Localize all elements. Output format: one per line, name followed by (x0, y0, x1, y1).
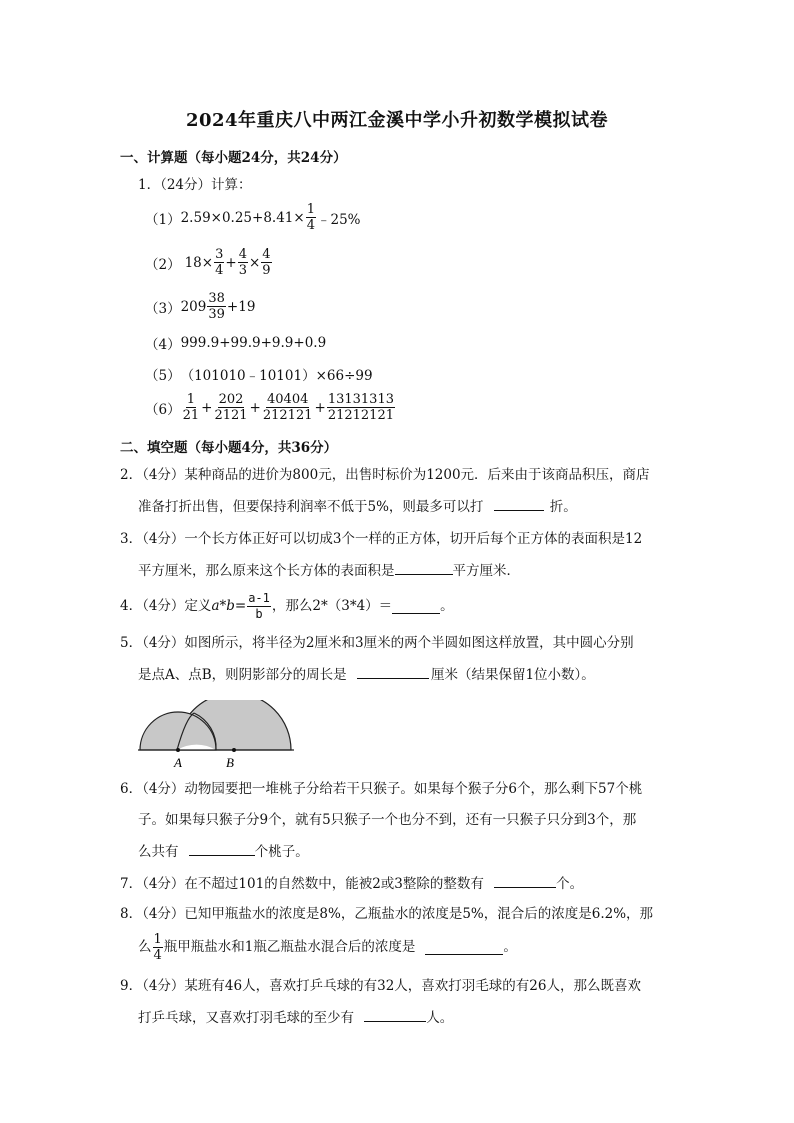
q6-line3-text: 么共有 (138, 844, 179, 860)
q3-line2-end: 平方厘米． (452, 563, 520, 579)
q3-line1: 3．（4分）一个长方体正好可以切成3个一样的正方体，切开后每个正方体的表面积是12 (120, 531, 643, 547)
q4-frac-den: b (255, 606, 263, 621)
q1-sub6-frac3-den: 212121 (262, 408, 313, 423)
q4-text-end: 。 (440, 598, 454, 614)
q8-line2-text: 瓶甲瓶盐水和1瓶乙瓶盐水混合后的浓度是 (163, 939, 416, 955)
q9-line2-end: 人。 (426, 1010, 454, 1026)
q1-sub6-label: （6） (145, 401, 181, 418)
q1-sub2-frac3 (261, 247, 271, 278)
q1-sub1-frac-den: 4 (306, 218, 315, 233)
q6-line1: 6．（4分）动物园要把一堆桃子分给若干只猴子。如果每个猴子分6个，那么剩下57个桃 (120, 781, 643, 797)
q6-line3 (138, 841, 698, 862)
q1-sub5 (145, 364, 373, 384)
q1-sub6-plus2: + (249, 399, 261, 416)
label-a: A (174, 755, 182, 770)
q8-line2-end: 。 (503, 939, 517, 955)
q1-sub2-frac3-den: 9 (262, 263, 271, 278)
q6-line3-end: 个桃子。 (254, 844, 309, 860)
q4-fraction (247, 591, 271, 622)
q8-frac-num: 1 (153, 931, 162, 947)
q2-line2 (138, 496, 698, 517)
q1-sub6-frac4-den: 21212121 (327, 408, 394, 423)
q1-sub4-label: （4） (145, 337, 181, 353)
q1-sub3-fraction (207, 291, 226, 322)
q2-answer-blank[interactable] (494, 496, 544, 511)
semicircle-figure (138, 700, 298, 776)
q8-answer-blank[interactable] (425, 940, 503, 955)
q1-sub1-frac-num: 1 (306, 202, 315, 217)
point-a (176, 748, 180, 752)
q6-line2: 子。如果每只猴子分9个，就有5只猴子一个也分不到，还有一只猴子只分到3个，那 (138, 812, 637, 828)
q1-sub2-frac1 (214, 247, 224, 278)
q1-sub6-plus1: + (201, 399, 213, 416)
page-title: 2024年重庆八中两江金溪中学小升初数学模拟试卷 (185, 110, 609, 131)
q4-text-pre: 4．（4分）定义 (120, 598, 212, 614)
q1-sub2-frac2-num: 4 (238, 247, 247, 262)
q1-sub6-frac1-num: 1 (186, 392, 195, 407)
q4-answer-blank[interactable] (392, 599, 440, 614)
q7-answer-blank[interactable] (494, 873, 556, 888)
q8-line2-pre: 么 (138, 939, 152, 955)
q5-line2-end: 厘米（结果保留1位小数）。 (430, 667, 595, 683)
q1-sub6-frac4 (327, 392, 395, 423)
q8-frac-den: 4 (153, 947, 162, 963)
q2-line2-text: 准备打折出售，但要保持利润率不低于5%，则最多可以打 (138, 499, 484, 515)
q9-line1: 9．（4分）某班有46人，喜欢打乒乓球的有32人，喜欢打羽毛球的有26人，那么既喜欢 (120, 978, 641, 994)
q1-sub2-op2: × (248, 254, 261, 271)
q4-equals: = (234, 598, 247, 614)
q1-sub3 (145, 291, 255, 322)
q1-sub6-frac2-den: 2121 (214, 408, 248, 423)
q1-sub2-frac2 (238, 247, 248, 278)
label-b: B (226, 755, 234, 770)
q1-sub6-frac3-num: 40404 (267, 392, 309, 407)
q1-sub6 (145, 392, 396, 423)
q4-frac-num: a-1 (248, 590, 270, 605)
q1-head: 1．（24分）计算： (138, 177, 252, 193)
q2-line2-end: 折。 (549, 499, 577, 515)
q3-line2 (138, 560, 698, 581)
q4-text-post: ，那么2*（3*4）＝ (271, 598, 393, 614)
q1-sub1-post: ﹣25% (317, 211, 361, 228)
q7-text: 7．（4分）在不超过101的自然数中，能被2或3整除的整数有 (120, 876, 484, 892)
q1-sub6-plus3: + (314, 399, 326, 416)
q2-line1: 2．（4分）某种商品的进价为800元，出售时标价为1200元．后来由于该商品积压，商店 (120, 467, 650, 483)
q1-sub5-expr: （101010﹣10101）×66÷99 (180, 368, 373, 384)
q1-sub1 (145, 202, 361, 233)
q1-sub3-frac-num: 38 (208, 291, 225, 306)
q1-sub3-post: +19 (226, 298, 256, 315)
q1-sub3-pre: 209 (180, 298, 207, 315)
q5-line1: 5．（4分）如图所示，将半径为2厘米和3厘米的两个半圆如图这样放置，其中圆心分别 (120, 635, 634, 651)
q1-sub3-frac-den: 39 (208, 307, 225, 322)
q7-line (120, 873, 680, 894)
q1-sub4 (145, 333, 326, 353)
semicircles-diagram (138, 700, 298, 772)
q9-line2 (138, 1007, 698, 1028)
q1-sub6-frac4-num: 13131313 (327, 392, 394, 407)
q8-fraction (153, 932, 163, 963)
q1-sub2-frac1-den: 4 (215, 263, 224, 278)
q6-answer-blank[interactable] (189, 841, 255, 856)
q7-text-end: 个。 (556, 876, 584, 892)
q3-answer-blank[interactable] (395, 560, 453, 575)
q1-sub1-pre: 2.59×0.25+8.41× (180, 209, 305, 226)
q5-answer-blank[interactable] (357, 664, 429, 679)
q1-sub4-expr: 999.9+99.9+9.9+0.9 (180, 335, 327, 351)
q1-sub2-frac1-num: 3 (215, 247, 224, 262)
q1-sub2-pre: 18× (184, 254, 214, 271)
q1-sub3-label: （3） (145, 300, 181, 317)
q1-sub6-frac3 (262, 392, 314, 423)
q8-line1: 8．（4分）已知甲瓶盐水的浓度是8%，乙瓶盐水的浓度是5%，混合后的浓度是6.2%，那 (120, 906, 654, 922)
q5-line2 (138, 664, 698, 685)
q1-sub2-label: （2） (145, 256, 181, 273)
q1-sub2-op1: + (225, 254, 237, 271)
q1-sub2-frac2-den: 3 (238, 263, 247, 278)
q5-line2-text: 是点A、点B，则阴影部分的周长是 (138, 667, 347, 683)
q4-operator-expr: a*b (211, 598, 235, 614)
q9-line2-text: 打乒乓球，又喜欢打羽毛球的至少有 (138, 1010, 354, 1026)
q4-line (120, 588, 680, 624)
q1-sub6-frac1 (182, 392, 201, 423)
q3-line2-text: 平方厘米，那么原来这个长方体的表面积是 (138, 563, 395, 579)
section-heading-calc: 一、计算题（每小题24分，共24分） (120, 150, 347, 166)
q1-sub1-fraction (306, 202, 316, 233)
q1-sub1-label: （1） (145, 211, 181, 228)
q8-line2 (138, 929, 698, 965)
q1-sub6-frac2 (213, 392, 248, 423)
q1-sub2-frac3-num: 4 (262, 247, 271, 262)
q1-sub6-frac2-num: 202 (218, 392, 244, 407)
q1-sub5-label: （5） (145, 368, 181, 384)
point-b (232, 748, 236, 752)
q9-answer-blank[interactable] (364, 1007, 426, 1022)
section-heading-fill: 二、填空题（每小题4分，共36分） (120, 440, 338, 456)
q1-sub6-frac1-den: 21 (182, 408, 200, 423)
q1-sub2 (145, 247, 273, 278)
